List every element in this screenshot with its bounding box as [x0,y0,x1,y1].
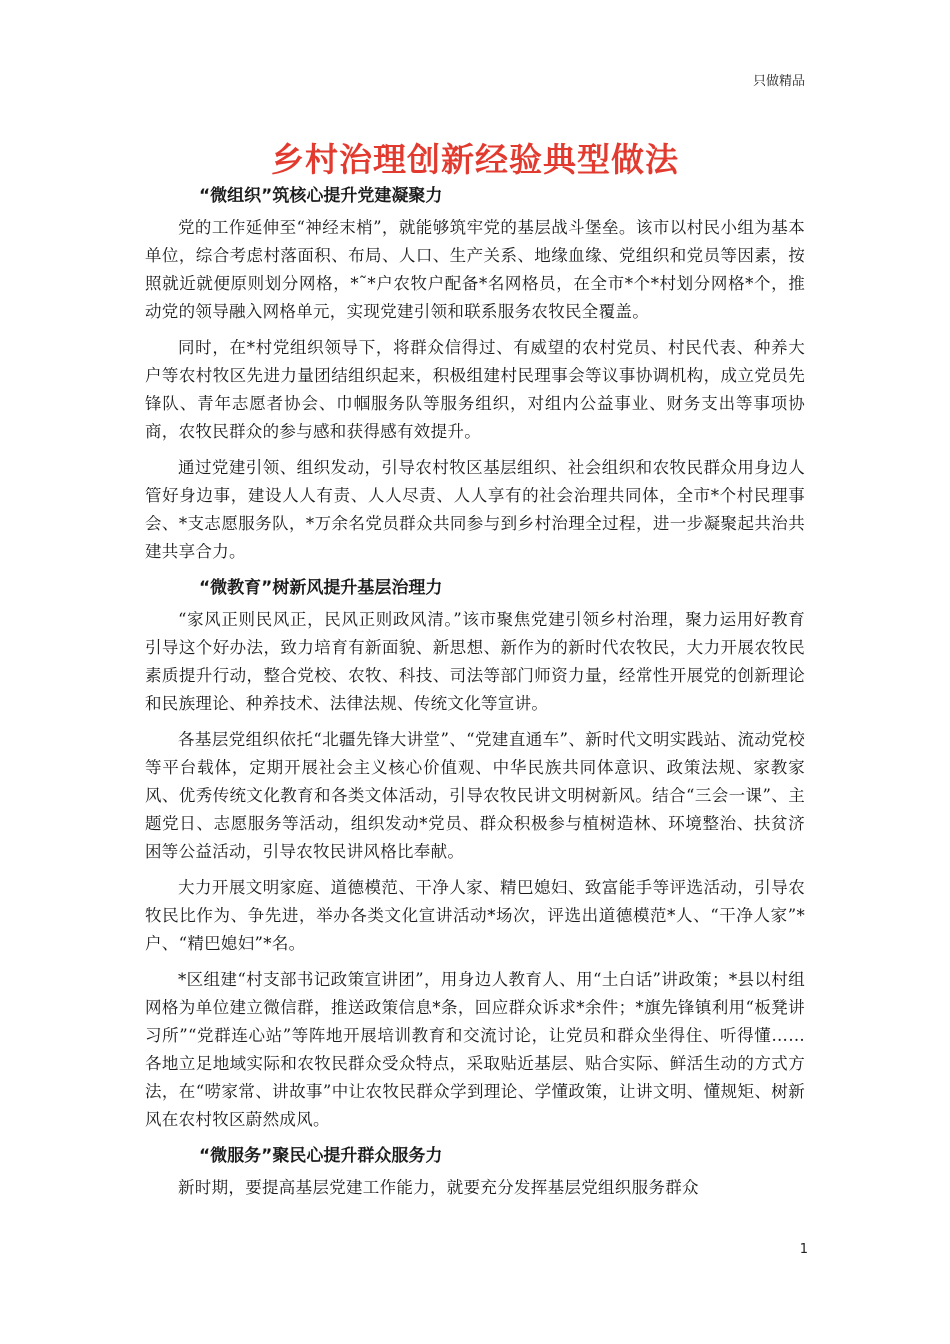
section [145,1142,805,1202]
header-note: 只做精品 [752,74,805,89]
section-heading: “微组织”筑核心提升党建凝聚力 [199,186,443,206]
document-body [145,182,805,1210]
section-heading: “微教育”树新风提升基层治理力 [199,578,443,598]
paragraph: *区组建“村支部书记政策宣讲团”，用身边人教育人、用“土白话”讲政策；*县以村组网格为单位建立微信群，推送政策信息*条，回应群众诉求*余件；*旗先锋镇利用“板凳讲习所”“党群连心站”等阵地开展培训教育和交流讨论，让党员和群众坐得住、听得懂……各地立足地域实际和农牧民群众受众特点，采取贴近基层、贴合实际、鲜活生动的方式方法，在“唠家常、讲故事”中让农牧民群众学到理论、学懂政策，让讲文明、懂规矩、树新风在农村牧区蔚然成风。 [145,970,805,1129]
document-title: 乡村治理创新经验典型做法 [271,140,679,179]
section-heading: “微服务”聚民心提升群众服务力 [199,1146,443,1166]
paragraph: 同时，在*村党组织领导下，将群众信得过、有威望的农村党员、村民代表、种养大户等农村牧区先进力量团结组织起来，积极组建村民理事会等议事协调机构，成立党员先锋队、青年志愿者协会、巾帼服务队等服务组织，对组内公益事业、财务支出等事项协商，农牧民群众的参与感和获得感有效提升。 [145,338,805,441]
paragraph: 新时期，要提高基层党建工作能力，就要充分发挥基层党组织服务群众 [178,1178,699,1197]
paragraph: 大力开展文明家庭、道德模范、干净人家、精巴媳妇、致富能手等评选活动，引导农牧民比作为、争先进，举办各类文化宣讲活动*场次，评选出道德模范*人、“干净人家”*户、“精巴媳妇”*名。 [145,878,805,953]
paragraph: 党的工作延伸至“神经末梢”，就能够筑牢党的基层战斗堡垒。该市以村民小组为基本单位，综合考虑村落面积、布局、人口、生产关系、地缘血缘、党组织和党员等因素，按照就近就便原则划分网格，*˜*户农牧户配备*名网格员，在全市*个*村划分网格*个，推动党的领导融入网格单元，实现党建引领和联系服务农牧民全覆盖。 [145,218,805,321]
paragraph: 通过党建引领、组织发动，引导农村牧区基层组织、社会组织和农牧民群众用身边人管好身边事，建设人人有责、人人尽责、人人享有的社会治理共同体，全市*个村民理事会、*支志愿服务队，*万余名党员群众共同参与到乡村治理全过程，进一步凝聚起共治共建共享合力。 [145,458,805,561]
page-number: 1 [799,1242,808,1257]
paragraph: 各基层党组织依托“北疆先锋大讲堂”、“党建直通车”、新时代文明实践站、流动党校等平台载体，定期开展社会主义核心价值观、中华民族共同体意识、政策法规、家教家风、优秀传统文化教育和各类文体活动，引导农牧民讲文明树新风。结合“三会一课”、主题党日、志愿服务等活动，组织发动*党员、群众积极参与植树造林、环境整治、扶贫济困等公益活动，引导农牧民讲风格比奉献。 [145,730,805,861]
section [145,574,805,1134]
paragraph: “家风正则民风正，民风正则政风清。”该市聚焦党建引领乡村治理，聚力运用好教育引导这个好办法，致力培育有新面貌、新思想、新作为的新时代农牧民，大力开展农牧民素质提升行动，整合党校、农牧、科技、司法等部门师资力量，经常性开展党的创新理论和民族理论、种养技术、法律法规、传统文化等宣讲。 [145,610,805,713]
section [145,182,805,566]
